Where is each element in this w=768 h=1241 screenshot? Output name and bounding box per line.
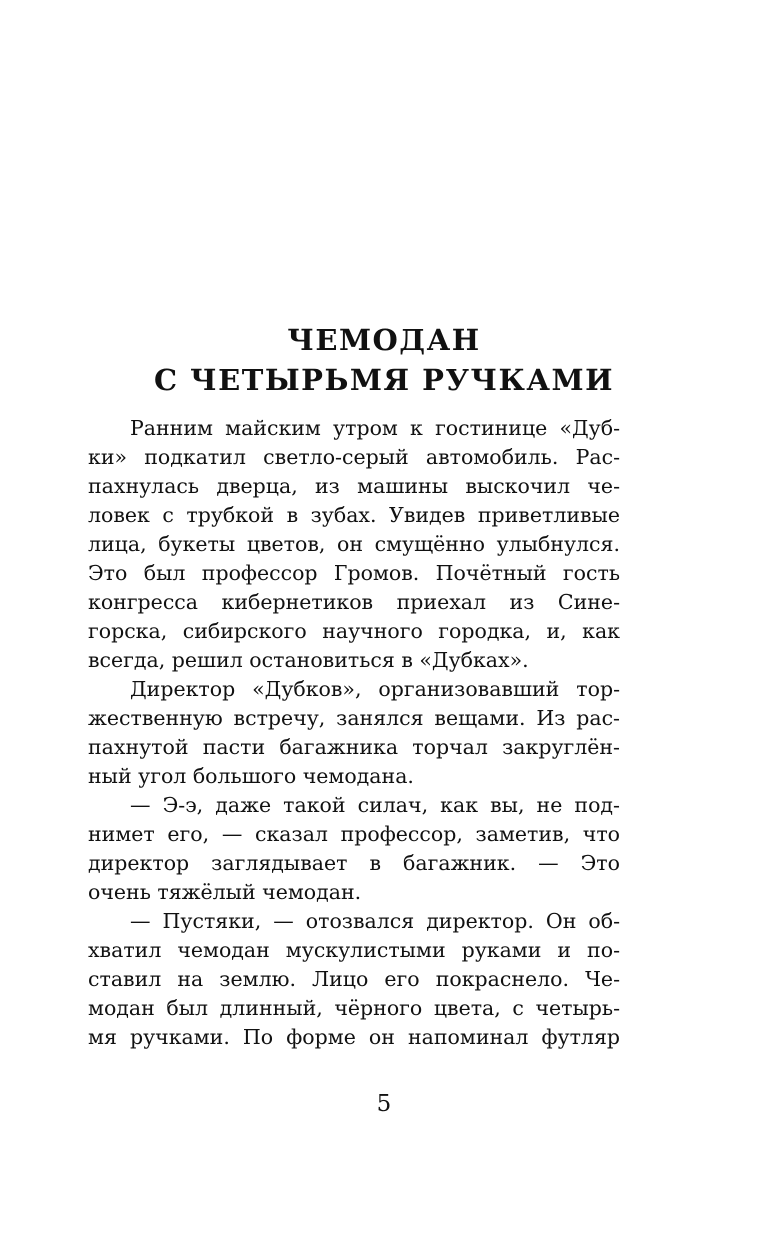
- text-line: — Э-э, даже такой силач, как вы, не под-: [130, 793, 620, 817]
- paragraph-3: [88, 791, 620, 907]
- text-line: конгресса кибернетиков приехал из Сине-: [88, 590, 620, 614]
- text-line: Это был профессор Громов. Почётный гость: [88, 561, 620, 585]
- text-line: ки» подкатил светло-серый автомобиль. Рас-: [88, 445, 620, 469]
- text-line: лица, букеты цветов, он смущённо улыбнулся.: [88, 532, 620, 556]
- text-line: ловек с трубкой в зубах. Увидев приветливые: [88, 503, 620, 527]
- text-line: всегда, решил остановиться в «Дубках».: [88, 648, 529, 672]
- paragraph-2: [88, 675, 620, 791]
- page-number: 5: [376, 1091, 392, 1117]
- text-line: директор заглядывает в багажник. — Это: [88, 851, 620, 875]
- text-line: ставил на землю. Лицо его покраснело. Че-: [88, 967, 620, 991]
- paragraph-1: [88, 414, 620, 675]
- text-line: Директор «Дубков», организовавший тор-: [130, 677, 620, 701]
- text-line: жественную встречу, занялся вещами. Из рас-: [88, 706, 620, 730]
- text-line: Ранним майским утром к гостинице «Дуб-: [130, 416, 620, 440]
- text-line: хватил чемодан мускулистыми руками и по-: [88, 938, 620, 962]
- text-line: нимет его, — сказал профессор, заметив, что: [88, 822, 620, 846]
- chapter-title: [0, 320, 768, 400]
- chapter-title-line-2: С ЧЕТЫРЬМЯ РУЧКАМИ: [153, 363, 615, 397]
- text-line: пахнутой пасти багажника торчал закруглён-: [88, 735, 620, 759]
- text-line: пахнулась дверца, из машины выскочил че-: [88, 474, 620, 498]
- chapter-title-line-1: ЧЕМОДАН: [287, 323, 481, 357]
- text-line: горска, сибирского научного городка, и, как: [88, 619, 620, 643]
- text-line: ный угол большого чемодана.: [88, 764, 414, 788]
- text-line: очень тяжёлый чемодан.: [88, 880, 362, 904]
- text-line: мя ручками. По форме он напоминал футляр: [88, 1025, 620, 1049]
- text-line: — Пустяки, — отозвался директор. Он об-: [130, 909, 620, 933]
- body-text: [88, 414, 620, 1052]
- text-line: модан был длинный, чёрного цвета, с четырь-: [88, 996, 620, 1020]
- paragraph-4: [88, 907, 620, 1052]
